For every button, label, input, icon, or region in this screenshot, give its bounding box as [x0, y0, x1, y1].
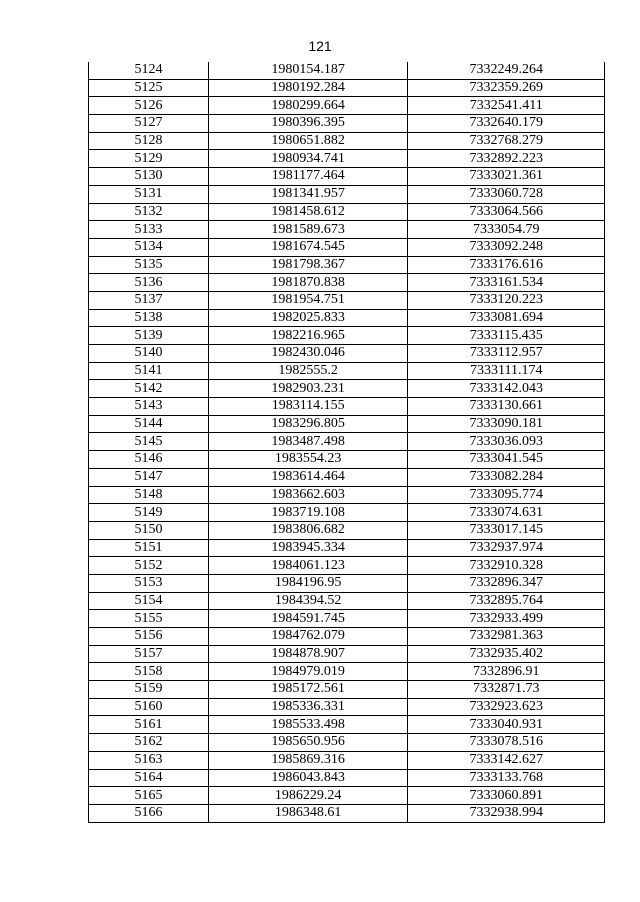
table-row	[89, 274, 605, 292]
y-coordinate-cell: 7333060.891	[408, 787, 605, 805]
y-coordinate-cell: 7333064.566	[408, 203, 605, 221]
y-coordinate-cell: 7333017.145	[408, 521, 605, 539]
point-id-cell: 5146	[89, 451, 209, 469]
x-coordinate-cell: 1981954.751	[208, 291, 408, 309]
table-row	[89, 291, 605, 309]
point-id-cell: 5163	[89, 751, 209, 769]
point-id-cell: 5130	[89, 168, 209, 186]
table-row	[89, 203, 605, 221]
point-id-cell: 5162	[89, 734, 209, 752]
x-coordinate-cell: 1985869.316	[208, 751, 408, 769]
table-row	[89, 150, 605, 168]
x-coordinate-cell: 1984762.079	[208, 628, 408, 646]
x-coordinate-cell: 1984878.907	[208, 645, 408, 663]
x-coordinate-cell: 1983614.464	[208, 468, 408, 486]
table-row	[89, 610, 605, 628]
x-coordinate-cell: 1984979.019	[208, 663, 408, 681]
table-row	[89, 628, 605, 646]
x-coordinate-cell: 1981798.367	[208, 256, 408, 274]
point-id-cell: 5128	[89, 132, 209, 150]
x-coordinate-cell: 1981177.464	[208, 168, 408, 186]
point-id-cell: 5131	[89, 185, 209, 203]
point-id-cell: 5147	[89, 468, 209, 486]
table-row	[89, 168, 605, 186]
y-coordinate-cell: 7332910.328	[408, 557, 605, 575]
point-id-cell: 5145	[89, 433, 209, 451]
point-id-cell: 5164	[89, 769, 209, 787]
table-row	[89, 592, 605, 610]
y-coordinate-cell: 7332935.402	[408, 645, 605, 663]
x-coordinate-cell: 1983554.23	[208, 451, 408, 469]
x-coordinate-cell: 1984196.95	[208, 574, 408, 592]
table-row	[89, 62, 605, 79]
y-coordinate-cell: 7332892.223	[408, 150, 605, 168]
x-coordinate-cell: 1986043.843	[208, 769, 408, 787]
y-coordinate-cell: 7332768.279	[408, 132, 605, 150]
y-coordinate-cell: 7333142.043	[408, 380, 605, 398]
point-id-cell: 5143	[89, 398, 209, 416]
table-row	[89, 751, 605, 769]
y-coordinate-cell: 7333176.616	[408, 256, 605, 274]
y-coordinate-cell: 7333111.174	[408, 362, 605, 380]
table-row	[89, 468, 605, 486]
y-coordinate-cell: 7333078.516	[408, 734, 605, 752]
x-coordinate-cell: 1985533.498	[208, 716, 408, 734]
y-coordinate-cell: 7332359.269	[408, 79, 605, 97]
point-id-cell: 5150	[89, 521, 209, 539]
table-row	[89, 415, 605, 433]
table-row	[89, 521, 605, 539]
point-id-cell: 5125	[89, 79, 209, 97]
point-id-cell: 5144	[89, 415, 209, 433]
y-coordinate-cell: 7333161.534	[408, 274, 605, 292]
table-row	[89, 663, 605, 681]
table-row	[89, 398, 605, 416]
point-id-cell: 5156	[89, 628, 209, 646]
y-coordinate-cell: 7333041.545	[408, 451, 605, 469]
x-coordinate-cell: 1985172.561	[208, 681, 408, 699]
y-coordinate-cell: 7333081.694	[408, 309, 605, 327]
x-coordinate-cell: 1981341.957	[208, 185, 408, 203]
table-row	[89, 574, 605, 592]
y-coordinate-cell: 7332923.623	[408, 698, 605, 716]
x-coordinate-cell: 1983662.603	[208, 486, 408, 504]
table-row	[89, 185, 605, 203]
table-row	[89, 97, 605, 115]
y-coordinate-cell: 7332541.411	[408, 97, 605, 115]
point-id-cell: 5126	[89, 97, 209, 115]
table-row	[89, 380, 605, 398]
x-coordinate-cell: 1981589.673	[208, 221, 408, 239]
y-coordinate-cell: 7333112.957	[408, 345, 605, 363]
table-row	[89, 451, 605, 469]
table-row	[89, 787, 605, 805]
x-coordinate-cell: 1982430.046	[208, 345, 408, 363]
point-id-cell: 5166	[89, 804, 209, 822]
table-row	[89, 804, 605, 822]
x-coordinate-cell: 1981870.838	[208, 274, 408, 292]
point-id-cell: 5152	[89, 557, 209, 575]
table-row	[89, 557, 605, 575]
y-coordinate-cell: 7333074.631	[408, 504, 605, 522]
table-row	[89, 221, 605, 239]
x-coordinate-cell: 1980934.741	[208, 150, 408, 168]
table-row	[89, 132, 605, 150]
table-row	[89, 345, 605, 363]
page-number: 121	[308, 38, 332, 54]
point-id-cell: 5133	[89, 221, 209, 239]
point-id-cell: 5127	[89, 115, 209, 133]
table-row	[89, 486, 605, 504]
x-coordinate-cell: 1982025.833	[208, 309, 408, 327]
point-id-cell: 5132	[89, 203, 209, 221]
y-coordinate-cell: 7333092.248	[408, 238, 605, 256]
x-coordinate-cell: 1985650.956	[208, 734, 408, 752]
y-coordinate-cell: 7332249.264	[408, 62, 605, 79]
y-coordinate-cell: 7332871.73	[408, 681, 605, 699]
y-coordinate-cell: 7332938.994	[408, 804, 605, 822]
point-id-cell: 5155	[89, 610, 209, 628]
table-row	[89, 504, 605, 522]
point-id-cell: 5129	[89, 150, 209, 168]
point-id-cell: 5161	[89, 716, 209, 734]
table-row	[89, 716, 605, 734]
point-id-cell: 5134	[89, 238, 209, 256]
table-row	[89, 256, 605, 274]
table-row	[89, 539, 605, 557]
x-coordinate-cell: 1983114.155	[208, 398, 408, 416]
point-id-cell: 5141	[89, 362, 209, 380]
table-row	[89, 238, 605, 256]
table-row	[89, 433, 605, 451]
point-id-cell: 5142	[89, 380, 209, 398]
y-coordinate-cell: 7333060.728	[408, 185, 605, 203]
y-coordinate-cell: 7333142.627	[408, 751, 605, 769]
x-coordinate-cell: 1984591.745	[208, 610, 408, 628]
y-coordinate-cell: 7333095.774	[408, 486, 605, 504]
point-id-cell: 5165	[89, 787, 209, 805]
x-coordinate-cell: 1983806.682	[208, 521, 408, 539]
table-row	[89, 734, 605, 752]
x-coordinate-cell: 1986229.24	[208, 787, 408, 805]
x-coordinate-cell: 1981674.545	[208, 238, 408, 256]
table-row	[89, 327, 605, 345]
y-coordinate-cell: 7332981.363	[408, 628, 605, 646]
x-coordinate-cell: 1982903.231	[208, 380, 408, 398]
table-row	[89, 115, 605, 133]
table-row	[89, 769, 605, 787]
x-coordinate-cell: 1983945.334	[208, 539, 408, 557]
y-coordinate-cell: 7332896.91	[408, 663, 605, 681]
x-coordinate-cell: 1980299.664	[208, 97, 408, 115]
y-coordinate-cell: 7333133.768	[408, 769, 605, 787]
x-coordinate-cell: 1984061.123	[208, 557, 408, 575]
table-row	[89, 681, 605, 699]
y-coordinate-cell: 7332896.347	[408, 574, 605, 592]
y-coordinate-cell: 7333115.435	[408, 327, 605, 345]
x-coordinate-cell: 1981458.612	[208, 203, 408, 221]
point-id-cell: 5135	[89, 256, 209, 274]
point-id-cell: 5160	[89, 698, 209, 716]
y-coordinate-cell: 7332937.974	[408, 539, 605, 557]
coordinates-table-body	[89, 62, 605, 822]
x-coordinate-cell: 1980192.284	[208, 79, 408, 97]
point-id-cell: 5149	[89, 504, 209, 522]
point-id-cell: 5153	[89, 574, 209, 592]
x-coordinate-cell: 1980396.395	[208, 115, 408, 133]
x-coordinate-cell: 1980154.187	[208, 62, 408, 79]
x-coordinate-cell: 1983296.805	[208, 415, 408, 433]
x-coordinate-cell: 1980651.882	[208, 132, 408, 150]
point-id-cell: 5159	[89, 681, 209, 699]
y-coordinate-cell: 7333082.284	[408, 468, 605, 486]
point-id-cell: 5148	[89, 486, 209, 504]
x-coordinate-cell: 1982216.965	[208, 327, 408, 345]
point-id-cell: 5140	[89, 345, 209, 363]
x-coordinate-cell: 1986348.61	[208, 804, 408, 822]
point-id-cell: 5124	[89, 62, 209, 79]
table-row	[89, 698, 605, 716]
y-coordinate-cell: 7332640.179	[408, 115, 605, 133]
y-coordinate-cell: 7333120.223	[408, 291, 605, 309]
x-coordinate-cell: 1983487.498	[208, 433, 408, 451]
table-row	[89, 362, 605, 380]
point-id-cell: 5137	[89, 291, 209, 309]
y-coordinate-cell: 7333036.093	[408, 433, 605, 451]
point-id-cell: 5151	[89, 539, 209, 557]
table-row	[89, 79, 605, 97]
x-coordinate-cell: 1983719.108	[208, 504, 408, 522]
x-coordinate-cell: 1982555.2	[208, 362, 408, 380]
point-id-cell: 5158	[89, 663, 209, 681]
y-coordinate-cell: 7333040.931	[408, 716, 605, 734]
y-coordinate-cell: 7333021.361	[408, 168, 605, 186]
x-coordinate-cell: 1984394.52	[208, 592, 408, 610]
y-coordinate-cell: 7333130.661	[408, 398, 605, 416]
coordinates-table	[88, 62, 605, 823]
y-coordinate-cell: 7332895.764	[408, 592, 605, 610]
point-id-cell: 5154	[89, 592, 209, 610]
point-id-cell: 5139	[89, 327, 209, 345]
x-coordinate-cell: 1985336.331	[208, 698, 408, 716]
y-coordinate-cell: 7333054.79	[408, 221, 605, 239]
table-row	[89, 645, 605, 663]
y-coordinate-cell: 7332933.499	[408, 610, 605, 628]
point-id-cell: 5157	[89, 645, 209, 663]
table-row	[89, 309, 605, 327]
point-id-cell: 5136	[89, 274, 209, 292]
point-id-cell: 5138	[89, 309, 209, 327]
y-coordinate-cell: 7333090.181	[408, 415, 605, 433]
